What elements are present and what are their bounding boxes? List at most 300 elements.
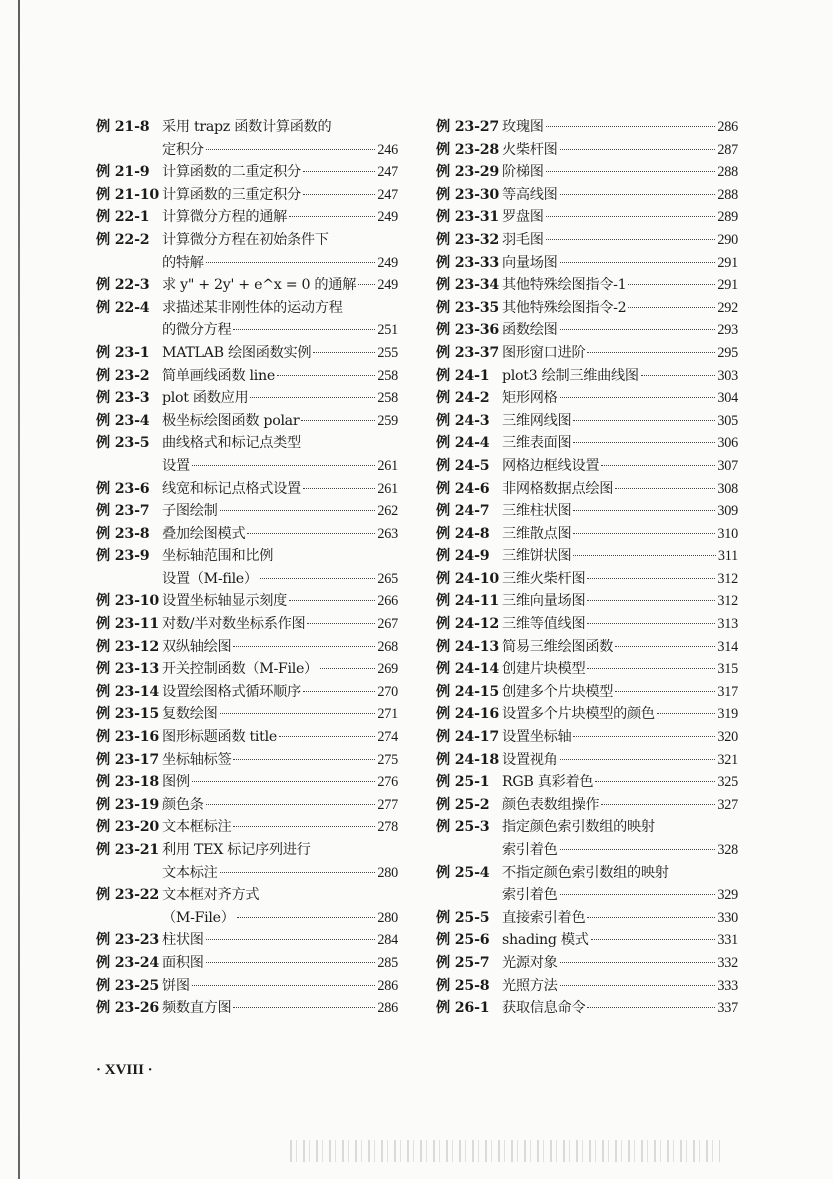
toc-entry-line xyxy=(436,274,738,297)
toc-entry xyxy=(96,636,398,659)
page-ref: 270 xyxy=(377,683,398,700)
page-ref: 304 xyxy=(717,390,738,407)
example-id: 例 23-18 xyxy=(96,774,160,791)
dot-leader xyxy=(601,465,715,466)
example-id: 例 23-35 xyxy=(436,299,500,316)
page-ref: 315 xyxy=(717,661,738,678)
dot-leader xyxy=(277,375,375,376)
example-title: 火柴杆图 xyxy=(502,141,558,158)
toc-entry-line xyxy=(96,658,398,681)
toc-entry xyxy=(436,478,738,501)
dot-leader xyxy=(233,1007,375,1008)
example-title: 直接索引着色 xyxy=(502,909,586,926)
toc-entry-line xyxy=(436,636,738,659)
page-ref: 288 xyxy=(717,164,738,181)
dot-leader xyxy=(587,600,715,601)
dot-leader xyxy=(206,149,376,150)
toc-entry xyxy=(436,975,738,998)
dot-leader xyxy=(560,985,716,986)
dot-leader xyxy=(206,939,376,940)
dot-leader xyxy=(573,533,715,534)
example-title: 设置坐标轴显示刻度 xyxy=(162,593,287,610)
toc-entry-line xyxy=(96,455,398,478)
toc-column-left xyxy=(96,116,398,1020)
dot-leader xyxy=(192,985,376,986)
page-ref: 291 xyxy=(717,277,738,294)
dot-leader xyxy=(560,149,716,150)
toc-entry-line xyxy=(436,387,738,410)
example-id: 例 24-18 xyxy=(436,751,500,768)
toc-column-right xyxy=(436,116,738,1020)
example-id: 例 23-27 xyxy=(436,119,500,135)
example-id: 例 23-31 xyxy=(436,209,500,226)
example-title: 曲线格式和标记点类型 xyxy=(162,435,301,452)
page-ref: 261 xyxy=(377,480,398,497)
page-ref: 269 xyxy=(377,661,398,678)
dot-leader xyxy=(641,375,716,376)
page-ref: 275 xyxy=(377,751,398,768)
toc-entry-line xyxy=(96,613,398,636)
page-ref: 278 xyxy=(377,819,398,836)
toc-entry xyxy=(436,568,738,591)
toc-entry-line xyxy=(436,794,738,817)
toc-entry-line xyxy=(96,206,398,229)
dot-leader xyxy=(587,917,715,918)
scan-noise xyxy=(290,1140,720,1162)
example-id: 例 23-20 xyxy=(96,819,160,836)
example-title: 采用 trapz 函数计算函数的 xyxy=(162,119,332,135)
page-ref: 317 xyxy=(717,683,738,700)
toc-entry xyxy=(96,161,398,184)
page-ref: 285 xyxy=(377,954,398,971)
example-id: 例 23-28 xyxy=(436,141,500,158)
example-id: 例 21-8 xyxy=(96,119,150,135)
example-id: 例 23-23 xyxy=(96,932,160,949)
dot-leader xyxy=(560,759,716,760)
example-title: 向量场图 xyxy=(502,254,558,271)
example-title: 极坐标绘图函数 polar xyxy=(162,412,300,429)
dot-leader xyxy=(591,939,716,940)
example-title: 非网格数据点绘图 xyxy=(502,480,614,497)
toc-entry xyxy=(96,410,398,433)
toc-entry-line xyxy=(436,997,738,1020)
example-id: 例 23-24 xyxy=(96,954,160,971)
toc-entry-line xyxy=(96,568,398,591)
dot-leader xyxy=(560,849,716,850)
dot-leader xyxy=(358,284,375,285)
example-title: 羽毛图 xyxy=(502,231,544,248)
dot-leader xyxy=(192,781,376,782)
toc-entry-line xyxy=(96,139,398,162)
toc-entry xyxy=(436,907,738,930)
toc-entry-line xyxy=(96,410,398,433)
example-id: 例 23-2 xyxy=(96,367,150,384)
toc-entry-line xyxy=(436,229,738,252)
toc-entry-line xyxy=(96,432,398,455)
dot-leader xyxy=(560,262,716,263)
example-title: 罗盘图 xyxy=(502,209,544,226)
toc-entry xyxy=(436,681,738,704)
toc-entry-line xyxy=(436,703,738,726)
page-ref: 329 xyxy=(717,887,738,904)
toc-entry-line xyxy=(436,862,738,885)
toc-entry xyxy=(436,545,738,568)
example-id: 例 23-14 xyxy=(96,683,160,700)
dot-leader xyxy=(615,691,715,692)
toc-entry xyxy=(96,478,398,501)
toc-entry-line xyxy=(436,658,738,681)
example-id: 例 23-25 xyxy=(96,977,160,994)
toc-entry xyxy=(436,794,738,817)
dot-leader xyxy=(320,668,375,669)
dot-leader xyxy=(601,804,715,805)
example-id: 例 23-34 xyxy=(436,277,500,294)
example-title: 光源对象 xyxy=(502,954,558,971)
dot-leader xyxy=(573,420,715,421)
toc-entry xyxy=(96,590,398,613)
toc-entry-line xyxy=(436,500,738,523)
toc-entry xyxy=(436,387,738,410)
page-ref: 274 xyxy=(377,729,398,746)
example-id: 例 23-15 xyxy=(96,706,160,723)
example-id: 例 24-4 xyxy=(436,435,490,452)
dot-leader xyxy=(615,488,715,489)
example-title: 复数绘图 xyxy=(162,706,218,723)
toc-entry-line xyxy=(96,590,398,613)
example-id: 例 23-9 xyxy=(96,548,150,565)
example-id: 例 25-5 xyxy=(436,909,490,926)
page-ref: 246 xyxy=(377,141,398,158)
dot-leader xyxy=(247,533,375,534)
toc-entry-line xyxy=(436,545,738,568)
toc-entry-line xyxy=(436,319,738,342)
toc-entry-line xyxy=(436,342,738,365)
example-id: 例 23-29 xyxy=(436,164,500,181)
example-id: 例 24-5 xyxy=(436,457,490,474)
dot-leader xyxy=(220,872,376,873)
example-id: 例 25-6 xyxy=(436,932,490,949)
example-title: 坐标轴标签 xyxy=(162,751,232,768)
example-title: 定积分 xyxy=(162,141,204,158)
example-title: 设置绘图格式循环顺序 xyxy=(162,683,301,700)
toc-entry-line xyxy=(436,613,738,636)
toc-entry xyxy=(436,771,738,794)
toc-entry xyxy=(436,161,738,184)
toc-entry xyxy=(96,816,398,839)
page-ref: 310 xyxy=(717,525,738,542)
example-title: 图形标题函数 title xyxy=(162,729,277,746)
example-title: 其他特殊绘图指令-2 xyxy=(502,299,627,316)
toc-entry-line xyxy=(96,703,398,726)
example-title: 不指定颜色索引数组的映射 xyxy=(502,864,669,881)
example-id: 例 23-8 xyxy=(96,525,150,542)
example-id: 例 24-10 xyxy=(436,570,500,587)
toc-entry-line xyxy=(96,816,398,839)
toc-entry xyxy=(96,342,398,365)
toc-entry-line xyxy=(436,907,738,930)
dot-leader xyxy=(237,917,376,918)
page-ref: 268 xyxy=(377,638,398,655)
example-id: 例 23-7 xyxy=(96,503,150,520)
toc-entry xyxy=(436,365,738,388)
toc-entry xyxy=(436,500,738,523)
toc-entry-line xyxy=(436,432,738,455)
example-title: 求 y" + 2y' + e^x = 0 的通解 xyxy=(162,277,357,294)
toc-entry-line xyxy=(96,681,398,704)
example-title: shading 模式 xyxy=(502,932,589,949)
page-number: · XVIII · xyxy=(96,1062,153,1078)
toc-entry xyxy=(96,658,398,681)
page-ref: 286 xyxy=(717,119,738,135)
example-id: 例 23-1 xyxy=(96,344,150,361)
page-ref: 312 xyxy=(717,593,738,610)
toc-entry-line xyxy=(96,726,398,749)
example-id: 例 25-3 xyxy=(436,819,490,836)
page-ref: 267 xyxy=(377,616,398,633)
page-ref: 337 xyxy=(717,1000,738,1017)
toc-entry-line xyxy=(96,342,398,365)
page-ref: 305 xyxy=(717,412,738,429)
example-id: 例 24-8 xyxy=(436,525,490,542)
page-ref: 259 xyxy=(377,412,398,429)
toc-entry xyxy=(436,297,738,320)
dot-leader xyxy=(233,646,375,647)
dot-leader xyxy=(546,126,716,127)
example-id: 例 25-4 xyxy=(436,864,490,881)
page-ref: 280 xyxy=(377,909,398,926)
toc-entry xyxy=(436,342,738,365)
toc-entry-line xyxy=(96,319,398,342)
example-title: 开关控制函数（M-File） xyxy=(162,661,318,678)
example-id: 例 23-32 xyxy=(436,231,500,248)
example-title: 的特解 xyxy=(162,254,204,271)
example-title: 阶梯图 xyxy=(502,164,544,181)
example-id: 例 21-9 xyxy=(96,164,150,181)
example-title: 设置（M-file） xyxy=(162,570,258,587)
page-ref: 289 xyxy=(717,209,738,226)
example-title: 指定颜色索引数组的映射 xyxy=(502,819,655,836)
toc-entry xyxy=(96,116,398,161)
toc-entry xyxy=(96,613,398,636)
toc-entry-line xyxy=(96,478,398,501)
example-title: 矩形网格 xyxy=(502,390,558,407)
example-title: 创建片块模型 xyxy=(502,661,586,678)
page-ref: 331 xyxy=(717,932,738,949)
toc-entry-line xyxy=(436,252,738,275)
toc-entry xyxy=(436,726,738,749)
toc-entry xyxy=(436,658,738,681)
page-ref: 286 xyxy=(377,977,398,994)
dot-leader xyxy=(560,894,716,895)
dot-leader xyxy=(546,216,716,217)
example-id: 例 21-10 xyxy=(96,186,160,203)
toc-entry-line xyxy=(436,749,738,772)
example-id: 例 24-2 xyxy=(436,390,490,407)
dot-leader xyxy=(587,623,715,624)
dot-leader xyxy=(560,962,716,963)
toc-entry-line xyxy=(436,478,738,501)
toc-entry xyxy=(436,523,738,546)
example-title: 饼图 xyxy=(162,977,190,994)
example-id: 例 22-2 xyxy=(96,231,150,248)
toc-entry xyxy=(436,613,738,636)
example-title: 图例 xyxy=(162,774,190,791)
example-title: 简易三维绘图函数 xyxy=(502,638,614,655)
toc-entry-line xyxy=(436,590,738,613)
dot-leader xyxy=(587,578,715,579)
toc-entry xyxy=(436,455,738,478)
page-ref: 330 xyxy=(717,909,738,926)
toc-entry xyxy=(96,703,398,726)
page-ref: 249 xyxy=(377,277,398,294)
example-id: 例 23-36 xyxy=(436,322,500,339)
example-title: 计算函数的三重定积分 xyxy=(162,186,301,203)
example-title: 坐标轴范围和比例 xyxy=(162,548,274,565)
dot-leader xyxy=(260,578,376,579)
toc-entry-line xyxy=(96,839,398,862)
page-ref: 261 xyxy=(377,457,398,474)
toc-entry-line xyxy=(96,794,398,817)
example-title: 计算微分方程的通解 xyxy=(162,209,287,226)
page-ref: 293 xyxy=(717,322,738,339)
toc-entry-line xyxy=(96,500,398,523)
toc-entry-line xyxy=(436,681,738,704)
example-title: RGB 真彩着色 xyxy=(502,774,594,791)
dot-leader xyxy=(573,736,715,737)
toc-entry-line xyxy=(436,771,738,794)
example-title: 双纵轴绘图 xyxy=(162,638,232,655)
page-ref: 307 xyxy=(717,457,738,474)
dot-leader xyxy=(303,691,375,692)
page-ref: 295 xyxy=(717,344,738,361)
toc-entry xyxy=(436,184,738,207)
page-ref: 333 xyxy=(717,977,738,994)
example-id: 例 23-30 xyxy=(436,186,500,203)
toc-entry-line xyxy=(436,410,738,433)
toc-entry xyxy=(436,590,738,613)
dot-leader xyxy=(301,420,375,421)
page-ref: 325 xyxy=(717,774,738,791)
example-title: 文本框标注 xyxy=(162,819,232,836)
dot-leader xyxy=(628,284,715,285)
page-ref: 263 xyxy=(377,525,398,542)
example-id: 例 22-3 xyxy=(96,277,150,294)
example-id: 例 26-1 xyxy=(436,1000,490,1017)
page-ref: 249 xyxy=(377,209,398,226)
example-title: 图形窗口进阶 xyxy=(502,344,586,361)
toc-entry-line xyxy=(96,884,398,907)
example-title: 对数/半对数坐标系作图 xyxy=(162,616,306,633)
toc-entry-line xyxy=(96,161,398,184)
page-ref: 251 xyxy=(377,322,398,339)
toc-entry-line xyxy=(96,929,398,952)
toc-entry xyxy=(96,794,398,817)
toc-entry-line xyxy=(436,455,738,478)
example-id: 例 23-10 xyxy=(96,593,160,610)
toc-entry xyxy=(96,297,398,342)
page-ref: 306 xyxy=(717,435,738,452)
example-title: 三维散点图 xyxy=(502,525,572,542)
dot-leader xyxy=(573,510,715,511)
dot-leader xyxy=(560,397,716,398)
example-title: 三维火柴杆图 xyxy=(502,570,586,587)
example-title: 设置坐标轴 xyxy=(502,729,572,746)
toc-entry xyxy=(436,229,738,252)
dot-leader xyxy=(307,623,375,624)
example-id: 例 24-12 xyxy=(436,616,500,633)
example-title: 玫瑰图 xyxy=(502,119,544,135)
toc-entry xyxy=(96,771,398,794)
example-id: 例 23-16 xyxy=(96,729,160,746)
example-title: 频数直方图 xyxy=(162,1000,232,1017)
example-title: 的微分方程 xyxy=(162,322,232,339)
page-ref: 287 xyxy=(717,141,738,158)
dot-leader xyxy=(303,171,375,172)
dot-leader xyxy=(573,555,715,556)
toc-entry-line xyxy=(436,139,738,162)
toc-entry xyxy=(96,387,398,410)
example-id: 例 23-3 xyxy=(96,390,150,407)
toc-entry-line xyxy=(96,387,398,410)
example-title: 柱状图 xyxy=(162,932,204,949)
example-id: 例 23-6 xyxy=(96,480,150,497)
page-ref: 320 xyxy=(717,729,738,746)
page-ref: 266 xyxy=(377,593,398,610)
toc-entry xyxy=(96,726,398,749)
example-id: 例 23-12 xyxy=(96,638,160,655)
dot-leader xyxy=(250,397,375,398)
page-ref: 284 xyxy=(377,932,398,949)
example-title: 三维向量场图 xyxy=(502,593,586,610)
example-id: 例 24-1 xyxy=(436,367,490,384)
example-title: 线宽和标记点格式设置 xyxy=(162,480,301,497)
dot-leader xyxy=(220,713,376,714)
toc-entry-line xyxy=(96,523,398,546)
toc-entry-line xyxy=(436,816,738,839)
example-id: 例 23-19 xyxy=(96,796,160,813)
page-ref: 308 xyxy=(717,480,738,497)
toc-entry xyxy=(96,884,398,929)
toc-entry-line xyxy=(436,523,738,546)
toc-entry xyxy=(96,500,398,523)
example-id: 例 23-26 xyxy=(96,1000,160,1017)
page-ref: 314 xyxy=(717,638,738,655)
example-title: MATLAB 绘图函数实例 xyxy=(162,344,312,361)
example-title: 文本标注 xyxy=(162,864,218,881)
example-title: plot 函数应用 xyxy=(162,390,249,407)
example-id: 例 23-4 xyxy=(96,412,150,429)
example-id: 例 23-37 xyxy=(436,344,500,361)
example-id: 例 24-7 xyxy=(436,503,490,520)
example-id: 例 24-3 xyxy=(436,412,490,429)
page-ref: 332 xyxy=(717,954,738,971)
dot-leader xyxy=(289,600,375,601)
example-title: 获取信息命令 xyxy=(502,1000,586,1017)
toc-entry-line xyxy=(436,184,738,207)
page-ref: 288 xyxy=(717,186,738,203)
toc-entry-line xyxy=(96,229,398,252)
dot-leader xyxy=(206,262,376,263)
example-id: 例 25-8 xyxy=(436,977,490,994)
toc-entry xyxy=(436,997,738,1020)
page-ref: 286 xyxy=(377,1000,398,1017)
toc-entry-line xyxy=(436,884,738,907)
example-title: 其他特殊绘图指令-1 xyxy=(502,277,627,294)
toc-entry-line xyxy=(96,365,398,388)
toc-entry xyxy=(96,229,398,274)
toc-entry xyxy=(96,365,398,388)
page-ref: 247 xyxy=(377,164,398,181)
